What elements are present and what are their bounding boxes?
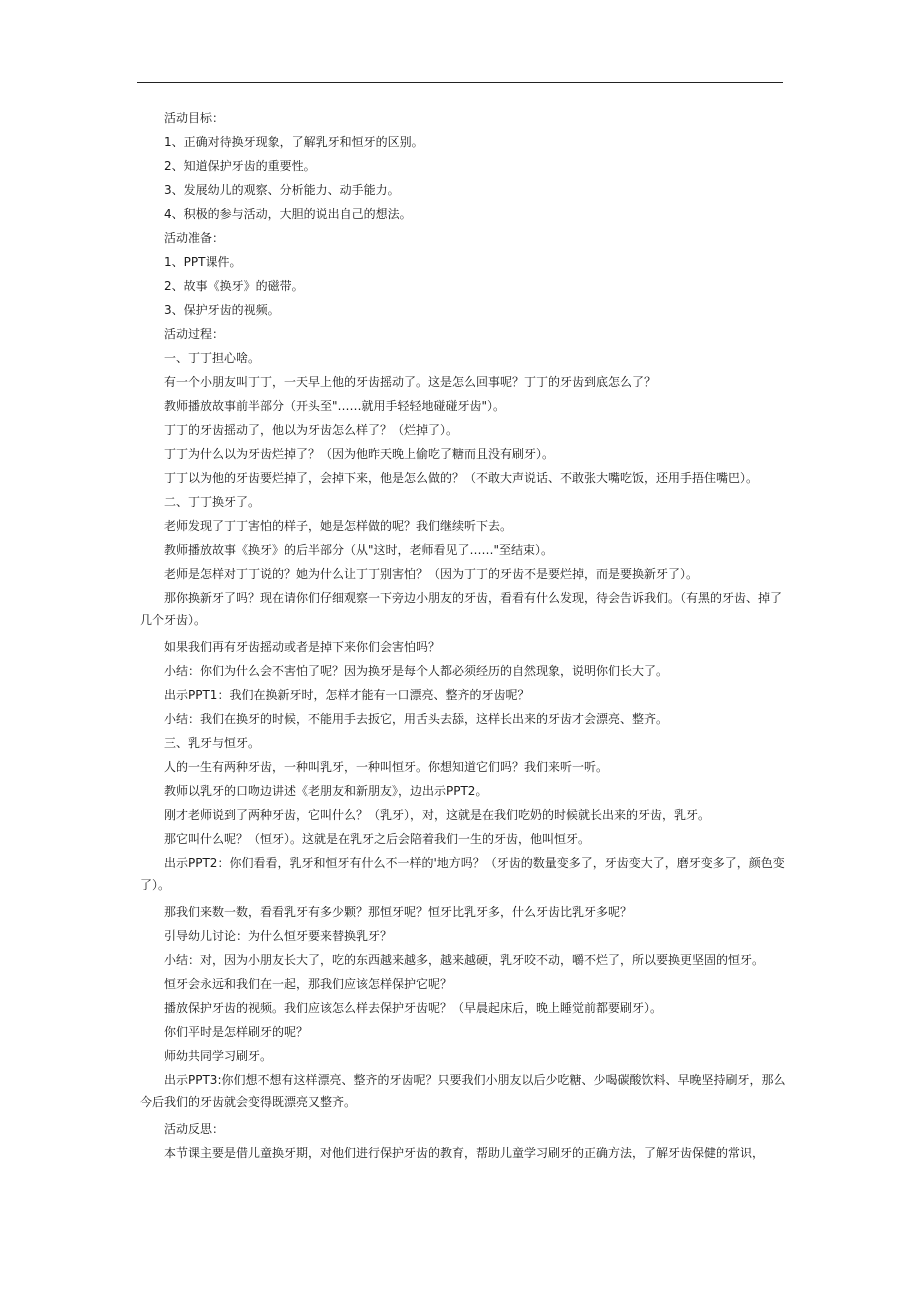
goal-item: 2、知道保护牙齿的重要性。 <box>164 159 316 173</box>
section-heading-reflection: 活动反思： <box>164 1122 225 1136</box>
paragraph: 人的一生有两种牙齿，一种叫乳牙，一种叫恒牙。你想知道它们吗？我们来听一听。 <box>164 760 609 774</box>
paragraph: 丁丁以为他的牙齿要烂掉了，会掉下来，他是怎么做的？（不敢大声说话、不敢张大嘴吃饭，还用手捂住嘴巴）。 <box>164 471 759 485</box>
paragraph: 如果我们再有牙齿摇动或者是掉下来你们会害怕吗？ <box>164 640 441 654</box>
summary-paragraph: 小结：我们在换牙的时候，不能用手去扳它，用舌头去舔，这样长出来的牙齿才会漂亮、整齐。 <box>164 712 669 726</box>
subsection-heading: 三、乳牙与恒牙。 <box>164 736 261 750</box>
paragraph: 你们平时是怎样刷牙的呢？ <box>164 1025 309 1039</box>
paragraph: 丁丁的牙齿摇动了，他以为牙齿怎么样了？（烂掉了）。 <box>164 423 459 437</box>
paragraph: 有一个小朋友叫丁丁，一天早上他的牙齿摇动了。这是怎么回事呢？丁丁的牙齿到底怎么了？ <box>164 375 657 389</box>
section-heading-goals: 活动目标： <box>164 111 225 125</box>
paragraph: 那它叫什么呢？（恒牙）。这就是在乳牙之后会陪着我们一生的牙齿，他叫恒牙。 <box>164 832 591 846</box>
paragraph: 出示PPT2：你们看看，乳牙和恒牙有什么不一样的'地方吗？（牙齿的数量变多了，牙齿变大了，磨牙变多了，颜色变了）。 <box>140 856 785 892</box>
preparation-item: 3、保护牙齿的视频。 <box>164 303 280 317</box>
subsection-heading: 一、丁丁担心啥。 <box>164 351 261 365</box>
summary-paragraph: 小结：对，因为小朋友长大了，吃的东西越来越多，越来越硬，乳牙咬不动，嚼不烂了，所以要换更坚固的恒牙。 <box>164 953 765 967</box>
paragraph: 本节课主要是借儿童换牙期，对他们进行保护牙齿的教育，帮助儿童学习刷牙的正确方法，了解牙齿保健的常识， <box>164 1146 765 1160</box>
goal-item: 3、发展幼儿的观察、分析能力、动手能力。 <box>164 183 400 197</box>
paragraph: 师幼共同学习刷牙。 <box>164 1049 273 1063</box>
paragraph: 播放保护牙齿的视频。我们应该怎么样去保护牙齿呢？（早晨起床后，晚上睡觉前都要刷牙）。 <box>164 1001 663 1015</box>
subsection-heading: 二、丁丁换牙了。 <box>164 495 261 509</box>
paragraph: 刚才老师说到了两种牙齿，它叫什么？（乳牙），对，这就是在我们吃奶的时候就长出来的牙齿，乳牙。 <box>164 808 711 822</box>
preparation-item: 1、PPT课件。 <box>164 255 242 269</box>
goal-item: 1、正确对待换牙现象，了解乳牙和恒牙的区别。 <box>164 135 424 149</box>
paragraph: 教师播放故事前半部分（开头至"……就用手轻轻地碰碰牙齿"）。 <box>164 399 506 413</box>
paragraph: 出示PPT3:你们想不想有这样漂亮、整齐的牙齿呢？只要我们小朋友以后少吃糖、少喝碳酸饮料、早晚坚持刷牙，那么今后我们的牙齿就会变得既漂亮又整齐。 <box>140 1073 786 1109</box>
goal-item: 4、积极的参与活动，大胆的说出自己的想法。 <box>164 207 412 221</box>
paragraph: 恒牙会永远和我们在一起，那我们应该怎样保护它呢？ <box>164 977 453 991</box>
paragraph: 出示PPT1：我们在换新牙时，怎样才能有一口漂亮、整齐的牙齿呢？ <box>164 688 530 702</box>
paragraph: 老师发现了丁丁害怕的样子，她是怎样做的呢？我们继续听下去。 <box>164 519 513 533</box>
paragraph: 那我们来数一数，看看乳牙有多少颗？那恒牙呢？恒牙比乳牙多，什么牙齿比乳牙多呢？ <box>164 905 633 919</box>
paragraph: 教师以乳牙的口吻边讲述《老朋友和新朋友》，边出示PPT2。 <box>164 784 488 798</box>
header-rule <box>137 82 783 83</box>
paragraph: 丁丁为什么以为牙齿烂掉了？（因为他昨天晚上偷吃了糖而且没有刷牙）。 <box>164 447 555 461</box>
section-heading-process: 活动过程： <box>164 327 225 341</box>
paragraph: 引导幼儿讨论：为什么恒牙要来替换乳牙？ <box>164 929 393 943</box>
document-body <box>140 110 790 1169</box>
paragraph: 教师播放故事《换牙》的后半部分（从"这时，老师看见了……"至结束）。 <box>164 543 554 557</box>
section-heading-preparation: 活动准备： <box>164 231 225 245</box>
paragraph: 那你换新牙了吗？现在请你们仔细观察一下旁边小朋友的牙齿，看看有什么发现，待会告诉我们。（有黑的牙齿、掉了几个牙齿）。 <box>140 591 783 627</box>
summary-paragraph: 小结：你们为什么会不害怕了呢？因为换牙是每个人都必须经历的自然现象，说明你们长大了。 <box>164 664 669 678</box>
preparation-item: 2、故事《换牙》的磁带。 <box>164 279 304 293</box>
paragraph: 老师是怎样对丁丁说的？她为什么让丁丁别害怕？（因为丁丁的牙齿不是要烂掉，而是要换新牙了）。 <box>164 567 699 581</box>
